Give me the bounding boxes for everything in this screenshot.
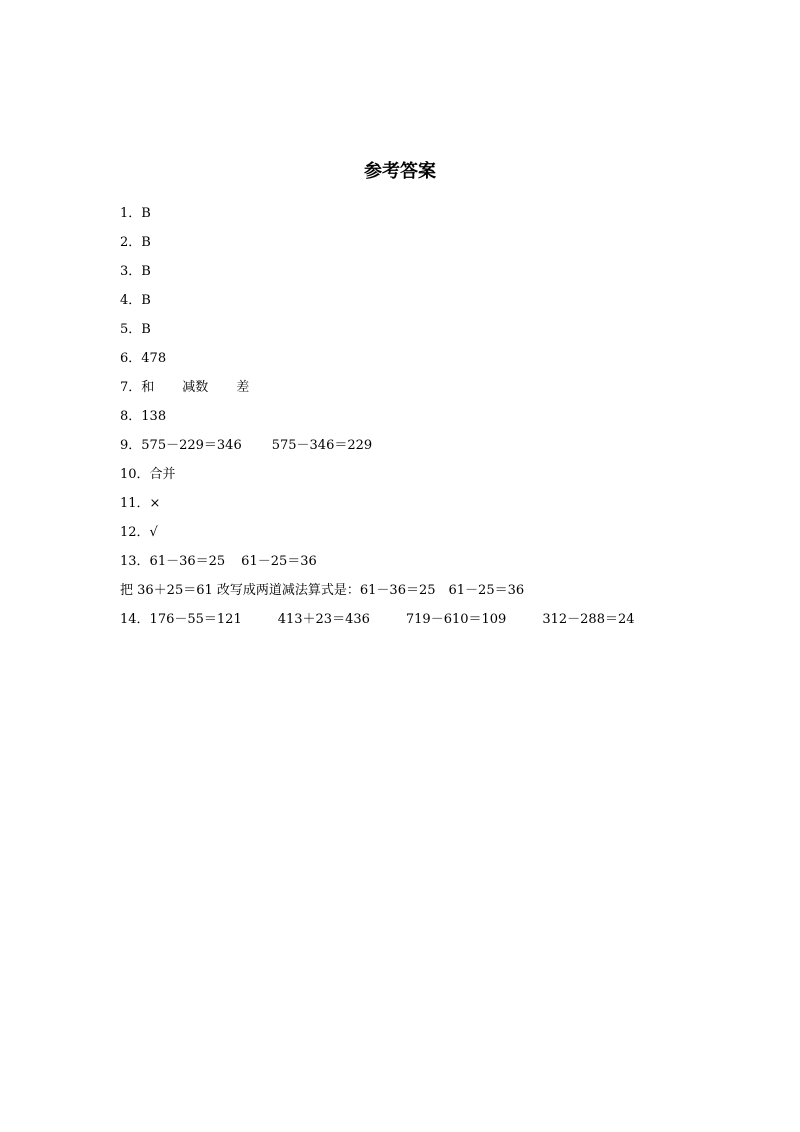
page-title: 参考答案: [364, 161, 436, 182]
answer-4: 4．B: [120, 293, 151, 308]
answer-9-part-1: 9．575－229＝346: [120, 438, 242, 453]
answer-2: 2．B: [120, 235, 151, 250]
answer-14-part-3: 719－610＝109: [405, 612, 507, 627]
answer-3: 3．B: [120, 264, 151, 279]
answer-14-part-4: 312－288＝24: [542, 612, 635, 627]
answer-12: 12．√: [120, 525, 158, 540]
answer-5: 5．B: [120, 322, 151, 337]
answer-9-part-2: 575－346＝229: [271, 438, 373, 453]
answer-10: 10．合并: [120, 467, 176, 482]
answer-7-part-1: 7．和: [120, 380, 155, 395]
answer-9: [120, 434, 740, 463]
answer-13-note: 把 36＋25＝61 改写成两道减法算式是：61－36＝25 61－25＝36: [120, 583, 525, 598]
answer-1: 1．B: [120, 206, 151, 221]
answer-14-part-1: 14．176－55＝121: [120, 612, 242, 627]
answer-13-part-1: 13．61－36＝25: [120, 554, 226, 569]
answer-14: [120, 608, 740, 637]
answer-8: 8．138: [120, 409, 167, 424]
answer-7-part-3: 差: [236, 380, 250, 395]
answer-13: [120, 550, 740, 579]
answer-7: [120, 376, 740, 405]
answer-14-part-2: 413＋23＝436: [277, 612, 370, 627]
answer-11: 11．×: [120, 496, 161, 511]
answer-6: 6．478: [120, 351, 167, 366]
answer-list: [120, 202, 740, 637]
answer-7-part-2: 减数: [182, 380, 209, 395]
answer-13-part-2: 61－25＝36: [241, 554, 317, 569]
